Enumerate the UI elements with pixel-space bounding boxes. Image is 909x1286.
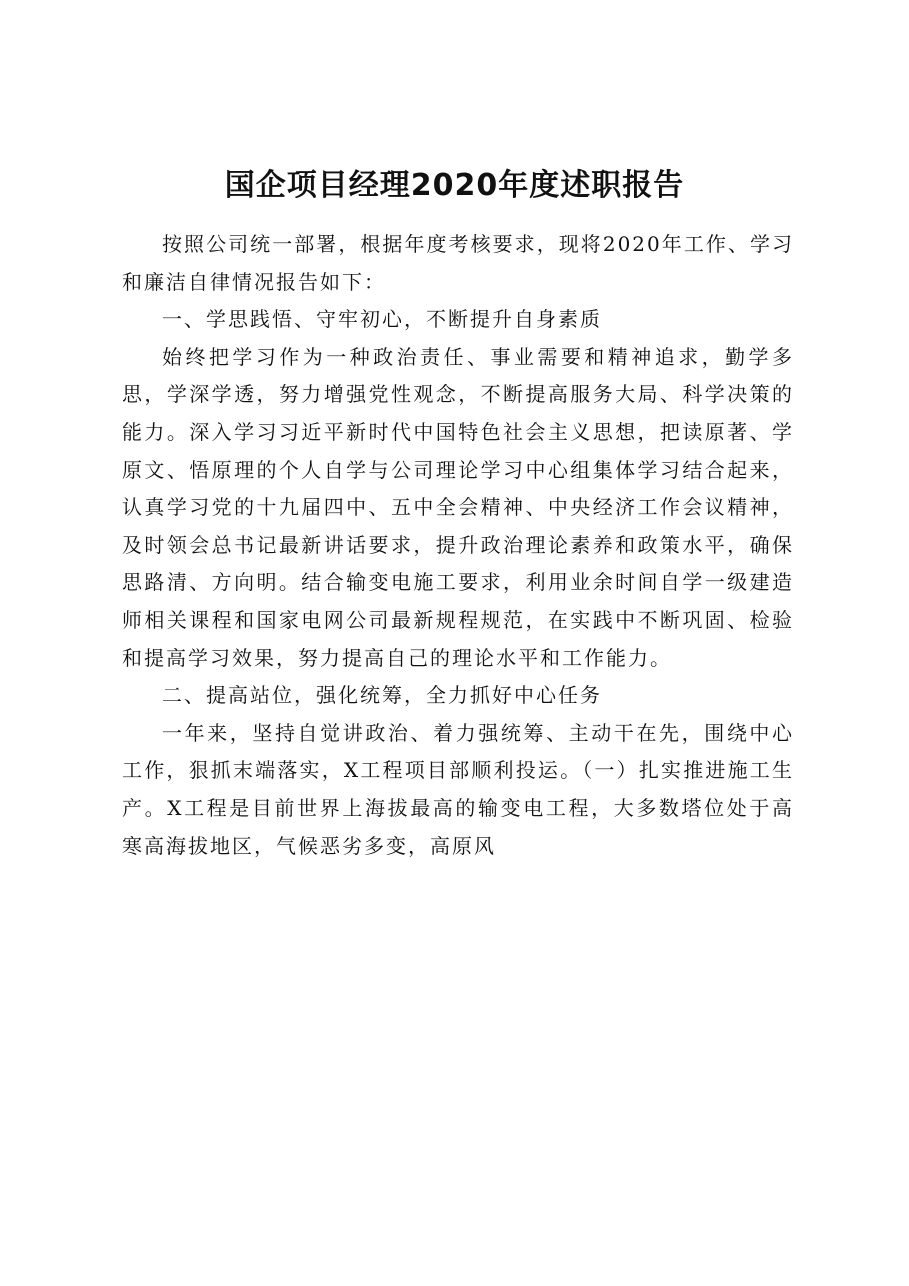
section-heading-2: 二、提高站位，强化统筹，全力抓好中心任务: [162, 683, 602, 708]
intro-paragraph: 按照公司统一部署，根据年度考核要求，现将2020年工作、学习和廉洁自律情况报告如下：: [122, 232, 794, 294]
document-title: 国企项目经理2020年度述职报告: [224, 168, 685, 203]
document-body: [122, 226, 794, 865]
body-paragraph: 始终把学习作为一种政治责任、事业需要和精神追求，勤学多思，学深学透，努力增强党性观念，不断提高服务大局、科学决策的能力。深入学习习近平新时代中国特色社会主义思想，把读原著、学原文、悟原理的个人自学与公司理论学习中心组集体学习结合起来，认真学习党的十九届四中、五中全会精神、中央经济工作会议精神，及时领会总书记最新讲话要求，提升政治理论素养和政策水平，确保思路清、方向明。结合输变电施工要求，利用业余时间自学一级建造师相关课程和国家电网公司最新规程规范，在实践中不断巩固、检验和提高学习效果，努力提高自己的理论水平和工作能力。: [122, 344, 794, 670]
section-heading-1: 一、学思践悟、守牢初心，不断提升自身素质: [162, 307, 602, 332]
body-paragraph: 一年来，坚持自觉讲政治、着力强统筹、主动干在先，围绕中心工作，狠抓末端落实，X工程项目部顺利投运。（一）扎实推进施工生产。X工程是目前世界上海拔最高的输变电工程，大多数塔位处于高寒高海拔地区，气候恶劣多变，高原风: [122, 720, 794, 858]
